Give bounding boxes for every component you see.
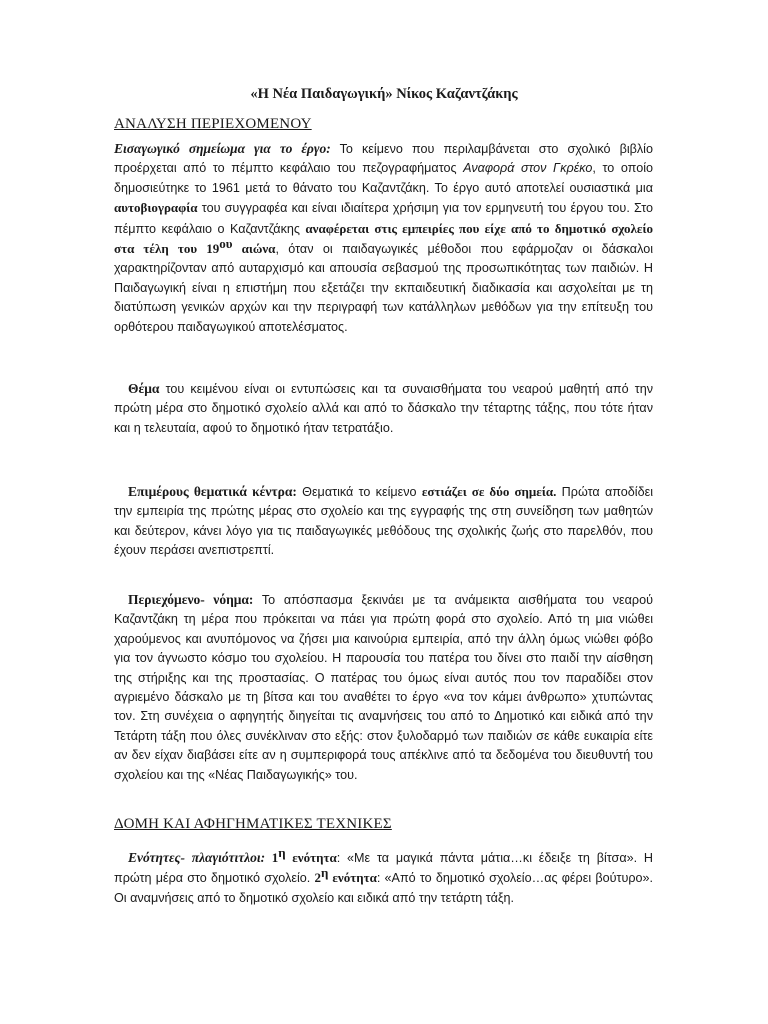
section-heading-structure: ΔΟΜΗ ΚΑΙ ΑΦΗΓΗΜΑΤΙΚΕΣ ΤΕΧΝΙΚΕΣ (114, 816, 392, 832)
paragraph-lead: Θέμα (128, 381, 160, 396)
paragraph-lead: Περιεχόμενο- νόημα: (128, 592, 254, 607)
section-heading-content-analysis: ΑΝΑΛΥΣΗ ΠΕΡΙΕΧΟΜΕΝΟΥ (114, 116, 312, 132)
paragraph-introduction: Εισαγωγικό σημείωμα για το έργο: Το κείμενο που περιλαμβάνεται στο σχολικό βιβλίο προέρχεται από το πέμπτο κεφάλαιο του πεζογραφήματος Αναφορά στον Γκρέκο, το οποίο δημοσιεύτηκε το 1961 μετά το θάνατο του Καζαντζάκη. Το έργο αυτό αποτελεί ουσιαστικά μια αυτοβιογραφία του συγγραφέα και είναι ιδιαίτερα χρήσιμη για τον ερμηνευτή του έργου του. Στο πέμπτο κεφάλαιο ο Καζαντζάκης αναφέρεται στις εμπειρίες που είχε από το δημοτικό σχολείο στα τέλη του $19^{o\upsilon}$ αιώνα, όταν οι παιδαγωγικές μέθοδοι που εφάρμοζαν οι δάσκαλοι χαρακτηρίζονταν από αυταρχισμό και απουσία σεβασμού της προσωπικότητας των παιδιών. Η Παιδαγωγική είναι η επιστήμη που εξετάζει την εκπαιδευτική διαδικασία και ασχολείται με τη διατύπωση γενικών αρχών και την περιγραφή των κατάλληλων μεθόδων για την επίτευξη του ορθότερου παιδαγωγικού αποτελέσματος. (114, 141, 653, 334)
paragraph-thematic-centers: Επιμέρους θεματικά κέντρα: Θεματικά το κείμενο εστιάζει σε δύο σημεία. Πρώτα αποδίδει την εμπειρία της πρώτης μέρας στο σχολείο και της εγγραφής της στη συνείδηση των μαθητών και δεύτερον, κάνει λόγο για τις παιδαγωγικές μεθόδους της σχολικής ζωής στο παρελθόν, που έχουν περάσει ανεπιστρεπτί. (114, 484, 653, 558)
paragraph-lead: Ενότητες- πλαγιότιτλοι: (128, 850, 266, 865)
paragraph-lead: Επιμέρους θεματικά κέντρα: (128, 484, 297, 499)
book-title: Αναφορά στον Γκρέκο (463, 161, 593, 176)
paragraph-content-meaning: Περιεχόμενο- νόημα: Το απόσπασμα ξεκινάει με τα ανάμεικτα αισθήματα του νεαρού Καζαντζάκη τη μέρα που πρόκειται να πάει για πρώτη φορά στο σχολείο. Από τη μια νιώθει χαρούμενος και ανυπόμονος να ζήσει μια καινούρια εμπειρία, από την άλλη όμως νιώθει φόβο για τον άγνωστο κόσμο του σχολείου. Η παρουσία του πατέρα του δίνει στο παιδί την αίσθηση της στήριξης και της προστασίας. Ο πατέρας του όμως είναι αυτός που τον παραδίδει στον αγριεμένο δάσκαλο με τη βίτσα και του αναθέτει το έργο «να τον κάμει άνθρωπο» χτυπώντας τον. Στη συνέχεια ο αφηγητής διηγείται τις αναμνήσεις του από το Δημοτικό και ειδικά από την Τετάρτη τάξη που όλες συνέκλιναν στο εξής: στον ξυλοδαρμό των παιδιών σε κάθε ευκαιρία είτε αν δεν είχαν διαβάσει είτε αν η συμπεριφορά τους απέκλινε από τα δεδομένα του διευθυντή του σχολείου και της «Νέας Παιδαγωγικής» του. (114, 592, 653, 782)
paragraph-theme: Θέμα του κειμένου είναι οι εντυπώσεις και τα συναισθήματα του νεαρού μαθητή από την πρώτη μέρα στο δημοτικό σχολείο αλλά και από το δάσκαλο την τέταρτης τάξης, που τότε ήταν και η τελευταία, αφού το δημοτικό ήταν τετρατάξιο. (114, 381, 653, 435)
paragraph-sections: Ενότητες- πλαγιότιτλοι: $1^\eta$ ενότητα: «Με τα μαγικά πάντα μάτια…κι έδειξε τη βίτσα». Η πρώτη μέρα στο δημοτικό σχολείο. $2^\eta$ ενότητα: «Από το δημοτικό σχολείο…ας φέρει βούτυρο». Οι αναμνήσεις από το δημοτικό σχολείο και ειδικά από την τετάρτη τάξη. (114, 844, 654, 905)
document-title: «Η Νέα Παιδαγωγική» Νίκος Καζαντζάκης (250, 86, 518, 102)
paragraph-lead: Εισαγωγικό σημείωμα για το έργο: (114, 141, 331, 156)
